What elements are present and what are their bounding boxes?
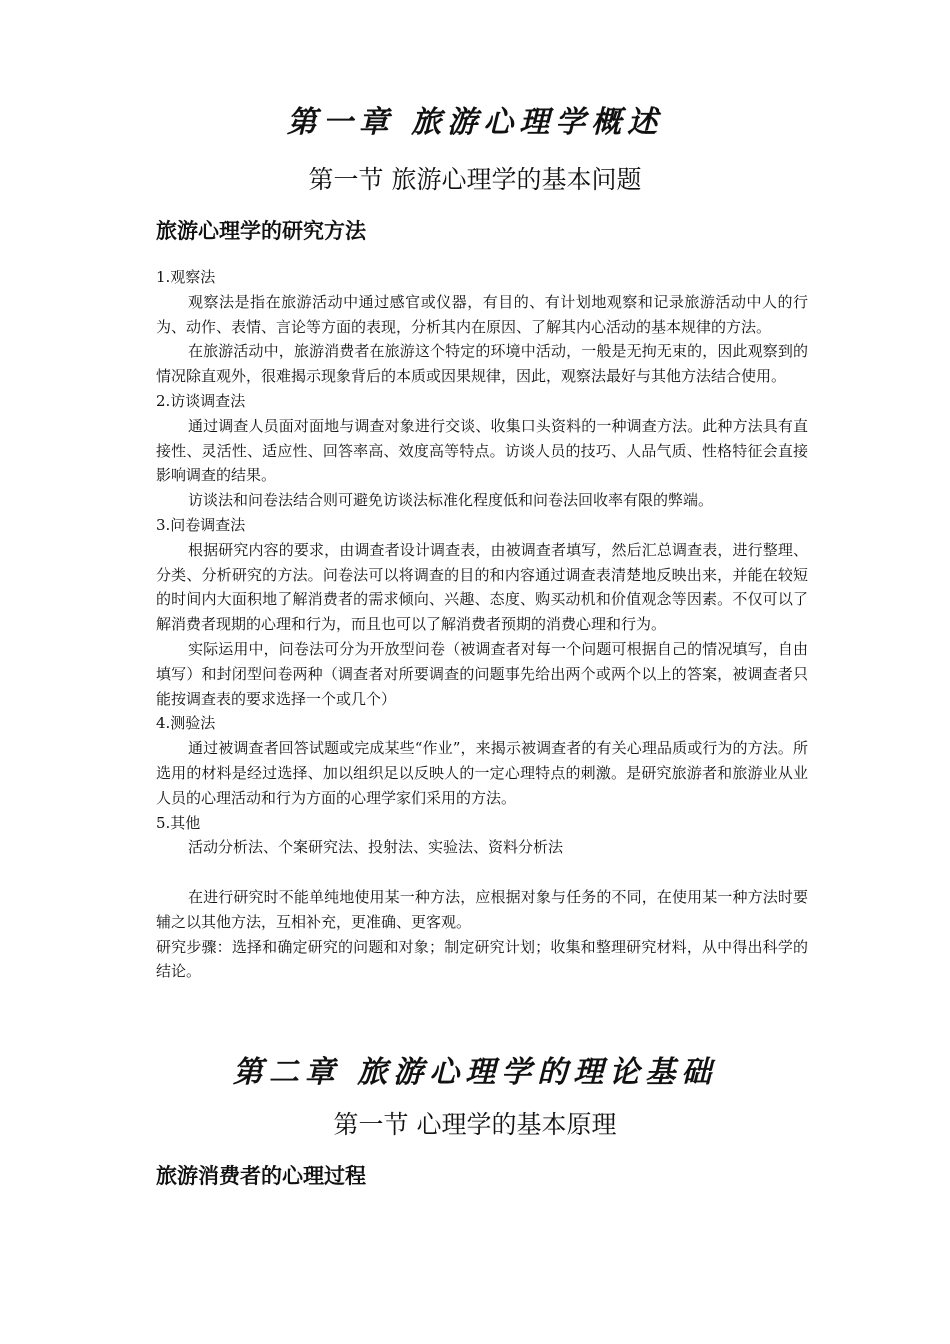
observation-paragraph-1: 观察法是指在旅游活动中通过感官或仪器，有目的、有计划地观察和记录旅游活动中人的行为、动作、表情、言论等方面的表现，分析其内在原因、了解其内心活动的基本规律的方法。 [156,292,808,336]
other-heading: 5.其他 [156,813,201,832]
chapter-1-section-title: 第一节 旅游心理学的基本问题 [308,165,642,194]
psychological-process-heading: 旅游消费者的心理过程 [156,1163,366,1188]
interview-paragraph-1: 通过调查人员面对面地与调查对象进行交谈、收集口头资料的一种调查方法。此种方法具有直接性、灵活性、适应性、回答率高、效度高等特点。访谈人员的技巧、人品气质、性格特征会直接影响调查的结果。 [156,416,808,485]
questionnaire-heading: 3.问卷调查法 [156,515,246,534]
chapter-2-title: 第二章 旅游心理学的理论基础 [232,1055,718,1090]
observation-paragraph-2: 在旅游活动中，旅游消费者在旅游这个特定的环境中活动，一般是无拘无束的，因此观察到的情况除直观外，很难揭示现象背后的本质或因果规律，因此，观察法最好与其他方法结合使用。 [156,342,808,386]
research-steps-paragraph: 研究步骤：选择和确定研究的问题和对象；制定研究计划；收集和整理研究材料，从中得出科学的结论。 [156,937,808,981]
research-methods-body [156,265,808,984]
interview-heading: 2.访谈调查法 [156,391,246,410]
test-paragraph-1: 通过被调查者回答试题或完成某些“作业”，来揭示被调查者的有关心理品质或行为的方法。所选用的材料是经过选择、加以组织足以反映人的一定心理特点的刺激。是研究旅游者和旅游业从业人员的心理活动和行为方面的心理学家们采用的方法。 [156,739,808,807]
other-paragraph-1: 活动分析法、个案研究法、投射法、实验法、资料分析法 [188,838,564,857]
interview-paragraph-2: 访谈法和问卷法结合则可避免访谈法标准化程度低和问卷法回收率有限的弊端。 [188,491,714,510]
chapter-1-title: 第一章 旅游心理学概述 [286,105,664,140]
test-heading: 4.测验法 [156,714,216,733]
observation-heading: 1.观察法 [156,268,216,286]
chapter-2-section-title: 第一节 心理学的基本原理 [333,1110,617,1139]
blank-line [156,860,808,885]
research-methods-heading: 旅游心理学的研究方法 [156,218,366,243]
questionnaire-paragraph-2: 实际运用中，问卷法可分为开放型问卷（被调查者对每一个问题可根据自己的情况填写，自由填写）和封闭型问卷两种（调查者对所要调查的问题事先给出两个或两个以上的答案，被调查者只能按调查表的要求选择一个或几个） [156,639,808,708]
summary-paragraph: 在进行研究时不能单纯地使用某一种方法，应根据对象与任务的不同，在使用某一种方法时要辅之以其他方法，互相补充，更准确、更客观。 [156,887,808,931]
questionnaire-paragraph-1: 根据研究内容的要求，由调查者设计调查表，由被调查者填写，然后汇总调查表，进行整理、分类、分析研究的方法。问卷法可以将调查的目的和内容通过调查表清楚地反映出来，并能在较短的时间内大面积地了解消费者的需求倾向、兴趣、态度、购买动机和价值观念等因素。不仅可以了解消费者现期的心理和行为，而且也可以了解消费者预期的消费心理和行为。 [156,540,808,634]
